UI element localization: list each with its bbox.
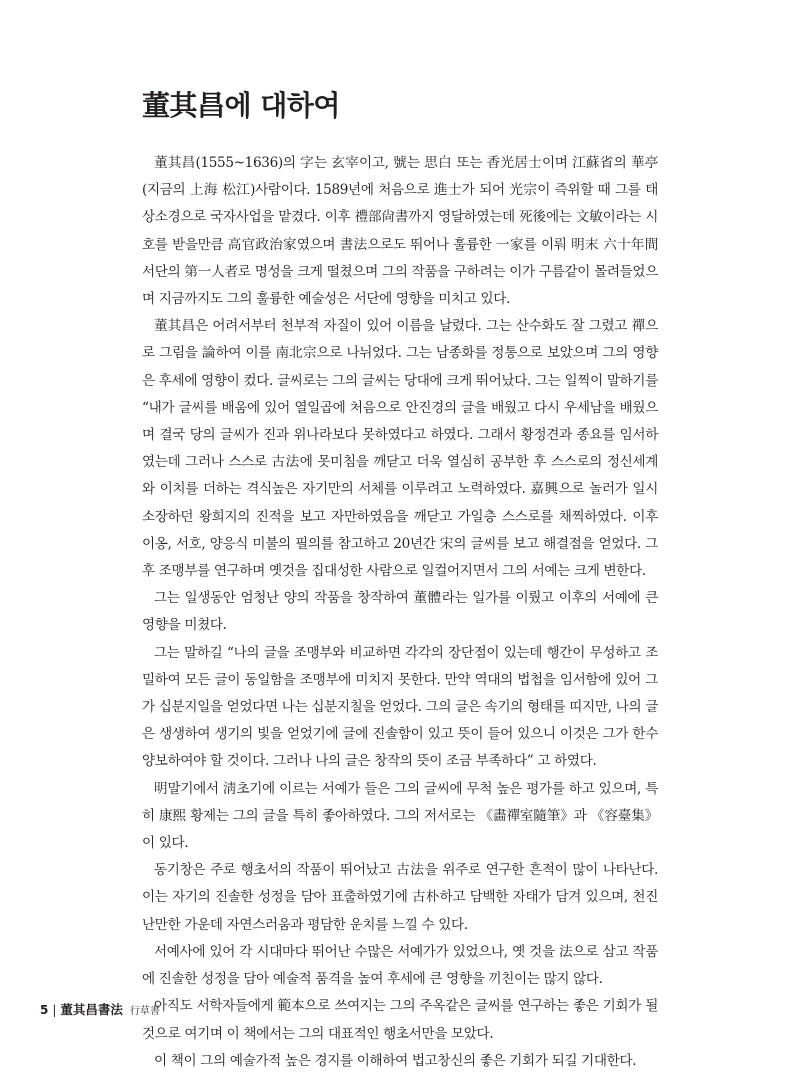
page-number: 5: [40, 1003, 49, 1017]
paragraph: 이 책이 그의 예술가적 높은 경지를 이해하여 법고창신의 좋은 기회가 되길 기대한다.: [154, 1052, 637, 1069]
paragraph: 董其昌은 어려서부터 천부적 자질이 있어 이름을 날렸다. 그는 산수화도 잘 그렸고 禪으로 그림을 論하여 이를 南北宗으로 나뉘었다. 그는 남종화를 정통으로 보았으며 그의 영향은 후세에 영향이 컸다. 글씨로는 그의 글씨는 당대에 크게 뛰어났다. 그는 일찍이 말하기를 “내가 글씨를 배움에 있어 열일곱에 처음으로 안진경의 글을 배웠고 다시 우세남을 배웠으며 결국 당의 글씨가 진과 위나라보다 못하였다고 하였다. 그래서 황정견과 종요를 임서하였는데 그러나 스스로 古法에 못미침을 깨닫고 더욱 열심히 공부한 후 스스로의 정신세계와 이치를 더하는 격식높은 자기만의 서체를 이루려고 노력하였다. 嘉興으로 놀러가 일시 소장하던 왕희지의 진적을 보고 자만하였음을 깨닫고 가일층 스스로를 채찍하였다. 이후 이옹, 서호, 양응식 미불의 필의를 참고하고 20년간 宋의 글씨를 보고 해결점을 얻었다. 그후 조맹부를 연구하며 옛것을 집대성한 사람으로 일컬어지면서 그의 서예는 크게 변한다.: [142, 318, 658, 580]
paragraph: 동기창은 주로 행초서의 작품이 뛰어났고 古法을 위주로 연구한 흔적이 많이 나타난다. 이는 자기의 진솔한 성정을 담아 표출하였기에 古朴하고 담백한 자태가 담겨 있으며, 천진난만한 가운데 자연스러움과 평담한 운치를 느낄 수 있다.: [142, 862, 658, 933]
page-footer: [40, 1000, 160, 1018]
paragraph: 明말기에서 淸초기에 이르는 서예가 들은 그의 글씨에 무척 높은 평가를 하고 있으며, 특히 康熙 황제는 그의 글을 특히 좋아하였다. 그의 저서로는 《畵禪室隨筆》과 《容臺集》이 있다.: [142, 780, 658, 852]
book-title: 董其昌書法: [60, 1002, 123, 1017]
paragraph: 그는 말하길 “나의 글을 조맹부와 비교하면 각각의 장단점이 있는데 행간이 무성하고 조밀하여 모든 글이 동일함을 조맹부에 미치지 못한다. 만약 역대의 법첩을 임서함에 있어 그가 십분지일을 얻었다면 나는 십분지칠을 얻었다. 그의 글은 속기의 형태를 띠지만, 나의 글은 생생하여 생기의 빛을 얻었기에 글에 진솔함이 있고 뜻이 들어 있으니 이것은 그가 한수 양보하여야 할 것이다. 그러나 나의 글은 창작의 뜻이 조금 부족하다” 고 하였다.: [142, 644, 658, 770]
footer-separator: |: [52, 1003, 57, 1017]
page-title: 董其昌에 대하여: [142, 89, 340, 122]
paragraph: 그는 일생동안 엄청난 양의 작품을 창작하여 董體라는 일가를 이뤘고 이후의 서예에 큰 영향을 미쳤다.: [142, 590, 658, 634]
paragraph: 서예사에 있어 각 시대마다 뛰어난 수많은 서예가가 있었으나, 옛 것을 法으로 삼고 작품에 진솔한 성정을 담아 예술적 품격을 높여 후세에 큰 영향을 끼친이는 많지 않다.: [142, 943, 658, 988]
body-text: [142, 150, 658, 1075]
paragraph: 董其昌(1555~1636)의 字는 玄宰이고, 號는 思白 또는 香光居士이며 江蘇省의 華亭(지금의 上海 松江)사람이다. 1589년에 처음으로 進士가 되어 光宗이 즉위할 때 그를 태상소경으로 국자사업을 맡겼다. 이후 禮部尙書까지 영달하였는데 死後에는 文敏이라는 시호를 받을만큼 高官政治家였으며 書法으로도 뛰어나 훌륭한 一家를 이뤄 明末 六十年間 서단의 第一人者로 명성을 크게 떨쳤으며 그의 작품을 구하려는 이가 구름같이 몰려들었으며 지금까지도 그의 훌륭한 예술성은 서단에 영향을 미치고 있다.: [142, 155, 658, 308]
book-subtitle: 行草書: [129, 1006, 160, 1017]
paragraph: 아직도 서학자들에게 範本으로 쓰여지는 그의 주옥같은 글씨를 연구하는 좋은 기회가 될 것으로 여기며 이 책에서는 그의 대표적인 행초서만을 모았다.: [142, 998, 658, 1042]
